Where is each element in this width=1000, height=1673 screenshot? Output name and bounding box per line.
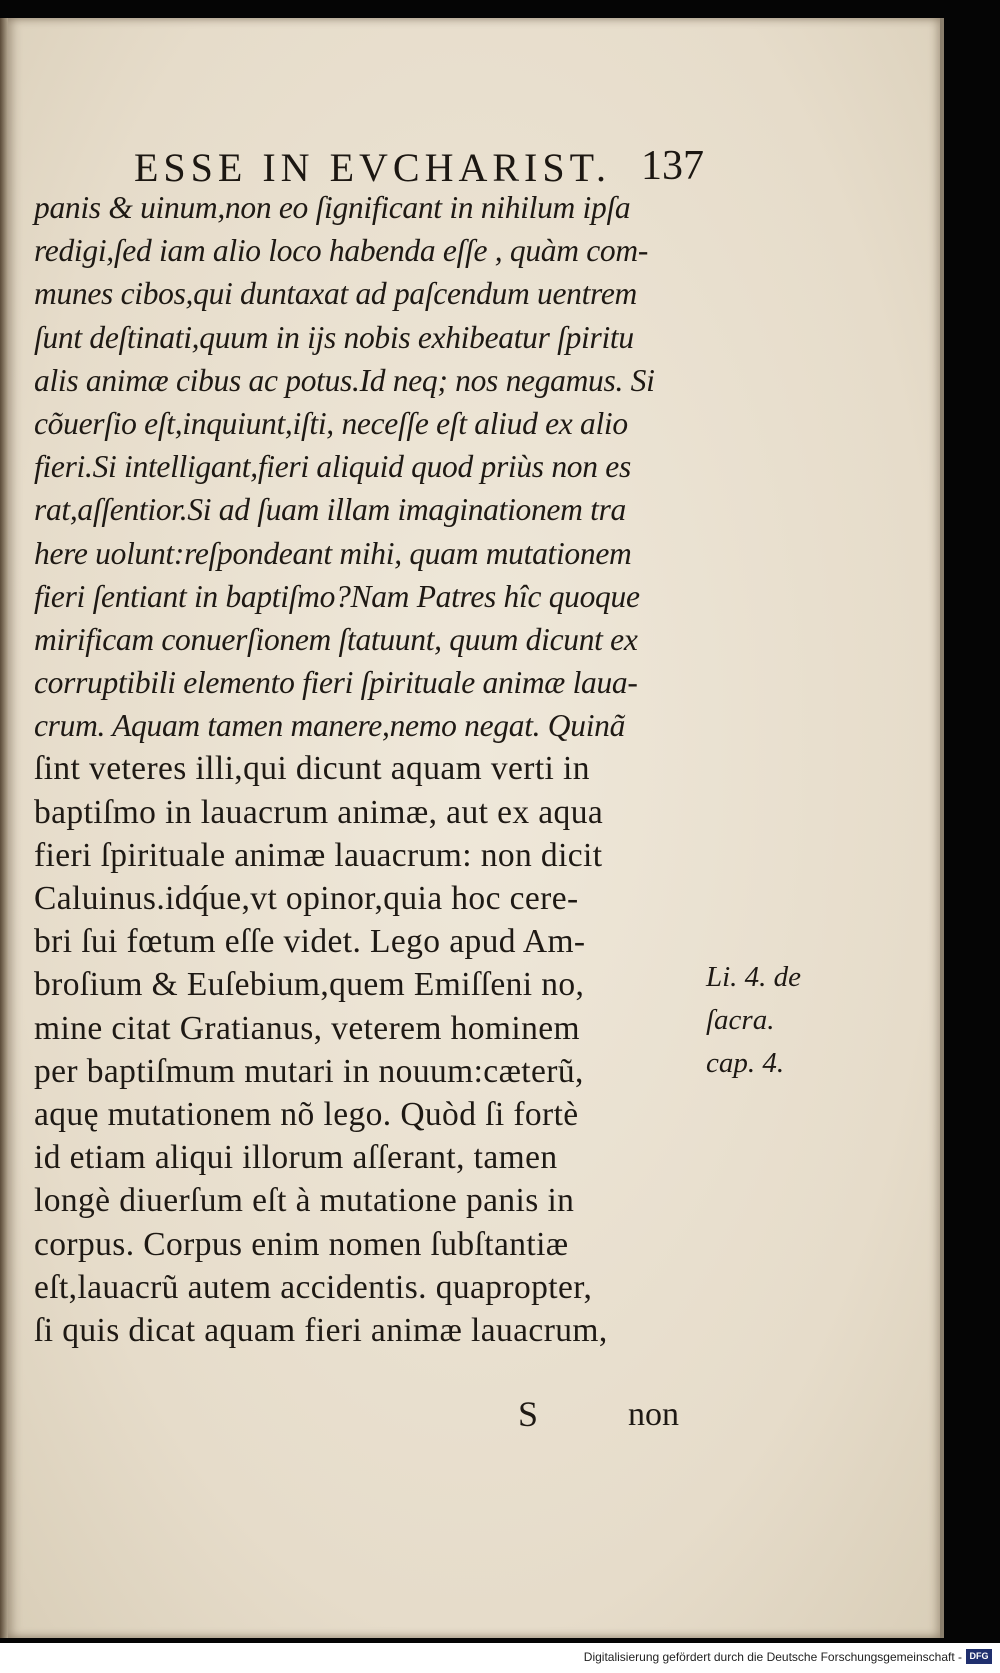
marginal-note (706, 956, 816, 1086)
catchword: non (628, 1396, 679, 1433)
book-page (6, 18, 940, 1638)
text-line: crum. Aquam tamen manere,nemo negat. Quinã (34, 708, 626, 744)
text-line: cõuerſio eſt,inquiunt,iſti, neceſſe eſt aliud ex alio (34, 405, 628, 441)
text-line: fieri ſentiant in baptiſmo?Nam Patres hîc quoque (34, 578, 640, 614)
marginal-note-line: ſacra. (706, 1004, 775, 1037)
body-text (34, 186, 714, 1352)
text-line: fieri ſpirituale animæ lauacrum: non dicit (34, 836, 603, 874)
text-line: rat,aſſentior.Si ad ſuam illam imaginationem tra (34, 492, 626, 528)
text-line: fieri.Si intelligant,fieri aliquid quod priùs non es (34, 449, 631, 485)
text-line: baptiſmo in lauacrum animæ, aut ex aqua (34, 793, 604, 831)
text-line: eſt,lauacrũ autem accidentis. quapropter, (34, 1268, 593, 1306)
text-line: ſunt deſtinati,quum in ijs nobis exhibeatur ſpiritu (34, 319, 634, 355)
text-line: here uolunt:reſpondeant mihi, quam mutationem (34, 535, 632, 571)
text-line: broſium & Euſebium,quem Emiſſeni no, (34, 966, 585, 1004)
text-line: ſint veteres illi,qui dicunt aquam verti in (34, 750, 590, 788)
text-line: longè diuerſum eſt à mutatione panis in (34, 1182, 575, 1220)
text-line: alis animæ cibus ac potus.Id neq; nos negamus. Si (34, 362, 655, 398)
page-number: 137 (641, 143, 704, 189)
text-line: munes cibos,qui duntaxat ad paſcendum uentrem (34, 276, 637, 312)
text-line: Caluinus.idq́ue,vt opinor,quia hoc cere- (34, 880, 579, 917)
text-line: corruptibili elemento fieri ſpirituale animæ laua- (34, 665, 638, 701)
page-fore-edge (940, 18, 944, 1638)
text-line: mine citat Gratianus, veterem hominem (34, 1009, 580, 1047)
text-line: per baptiſmum mutari in nouum:cæterũ, (34, 1052, 584, 1090)
text-line: panis & uinum,non eo ſignificant in nihilum ipſa (34, 190, 631, 225)
text-line: bri ſui fœtum eſſe videt. Lego apud Am- (34, 923, 586, 961)
signature-mark: S (518, 1394, 539, 1434)
marginal-note-line: Li. 4. de (706, 961, 802, 993)
dfg-logo: DFG (966, 1649, 992, 1664)
running-title: ESSE IN EVCHARIST. (134, 145, 612, 190)
funding-credit: Digitalisierung gefördert durch die Deutsche Forschungsgemeinschaft - (583, 1650, 962, 1664)
text-line: ſi quis dicat aquam fieri animæ lauacrum, (34, 1311, 608, 1349)
text-line: aquę mutationem nõ lego. Quòd ſi fortè (34, 1095, 579, 1133)
text-line: id etiam aliqui illorum aſſerant, tamen (34, 1139, 558, 1177)
binding-gutter (0, 18, 8, 1638)
page-header (134, 136, 724, 190)
text-line: corpus. Corpus enim nomen ſubſtantiæ (34, 1225, 569, 1263)
marginal-note-line: cap. 4. (706, 1047, 785, 1080)
text-line: mirificam conuerſionem ſtatuunt, quum dicunt ex (34, 621, 638, 657)
text-line: redigi,ſed iam alio loco habenda eſſe , quàm com- (34, 233, 649, 269)
